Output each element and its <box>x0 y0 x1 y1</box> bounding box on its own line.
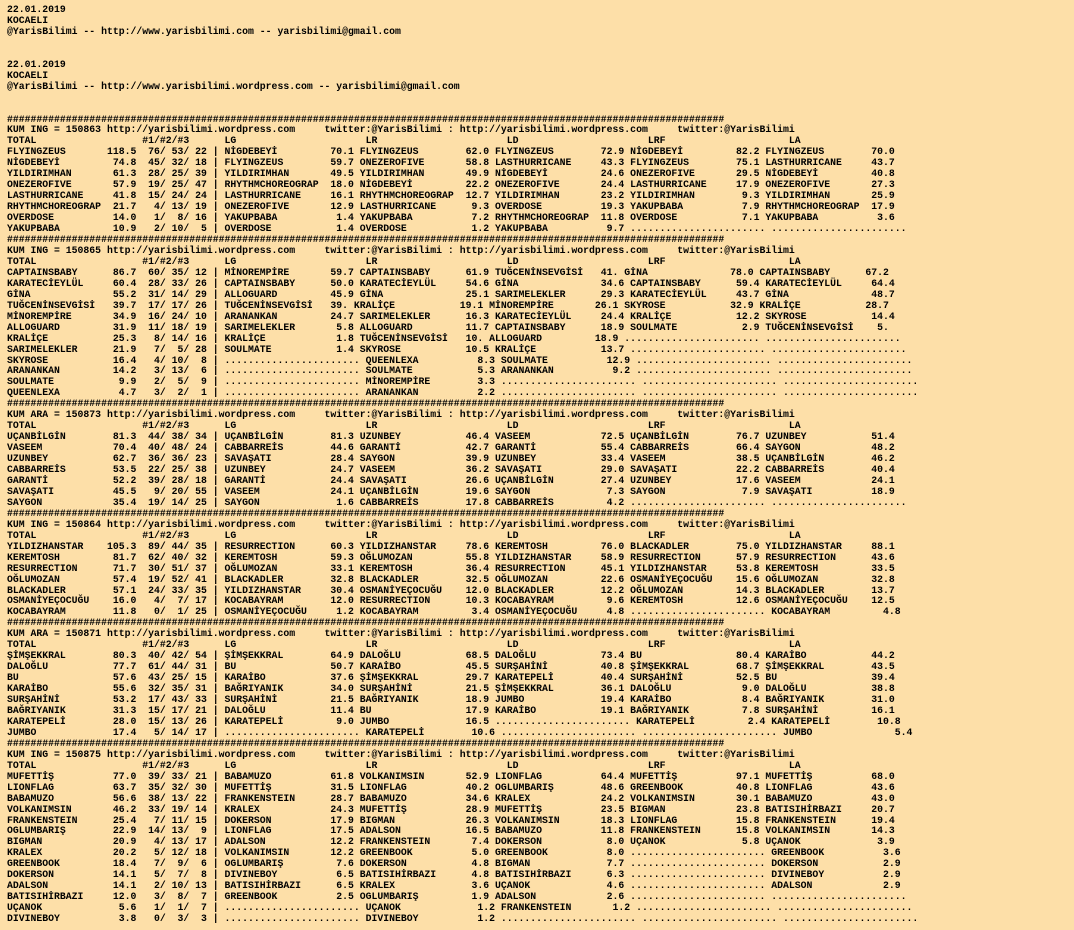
race-title: KUM ING = 150875 http://yarisbilimi.wordpress.com twitter:@YarisBilimi : http://yarisbilimi.wordpress.com twitter:@YarisBilimi <box>7 748 795 760</box>
report-page <box>7 5 1069 927</box>
race-row: ARANANKAN 14.2 3/ 13/ 6 | ....................... SOULMATE 5.3 ARANANKAN 9.2 ....................... ....................... <box>7 365 913 377</box>
race-row: OGLUMBARIŞ 22.9 14/ 13/ 9 | LIONFLAG 17.5 ADALSON 16.5 BABAMUZO 11.8 FRANKENSTEIN 15.8 VOLKANIMSIN 14.3 <box>7 825 895 837</box>
race-row: SAVAŞATI 45.5 9/ 20/ 55 | VASEEM 24.1 UÇANBİLGİN 19.6 SAYGON 7.3 SAYGON 7.9 SAVAŞATI 18.9 <box>7 485 895 497</box>
race-row: KARATEPELİ 28.0 15/ 13/ 26 | KARATEPELİ 9.0 JUMBO 16.5 ....................... KARATEPELİ 2.4 KARATEPELİ 10.8 <box>7 715 901 727</box>
race-row: MUFETTİŞ 77.0 39/ 33/ 21 | BABAMUZO 61.8 VOLKANIMSIN 52.9 LIONFLAG 64.4 MUFETTİŞ 97.1 MUFETTİŞ 68.0 <box>7 770 895 782</box>
race-row: CAPTAINSBABY 86.7 60/ 35/ 12 | MİNOREMPİRE 59.7 CAPTAINSBABY 61.9 TUĞCENİNSEVGİSİ 41. GİNA 78.0 CAPTAINSBABY 67.2 <box>7 266 889 278</box>
header-city: KOCAELI <box>7 14 49 26</box>
race-row: KOCABAYRAM 11.8 0/ 1/ 25 | OSMANİYEÇOCUĞU 1.2 KOCABAYRAM 3.4 OSMANİYEÇOCUĞU 4.8 ....................... KOCABAYRAM 4.8 <box>7 606 901 618</box>
race-row: YILDIRIMHAN 61.3 28/ 25/ 39 | YILDIRIMHAN 49.5 YILDIRIMHAN 49.9 NİGDEBEYİ 24.6 ONEZEROFIVE 29.5 NİGDEBEYİ 40.8 <box>7 168 895 180</box>
race-row: UZUNBEY 62.7 36/ 36/ 23 | SAVAŞATI 28.4 SAYGON 39.9 UZUNBEY 33.4 VASEEM 38.5 UÇANBİLGİN 46.2 <box>7 453 895 465</box>
race-row: FRANKENSTEIN 25.4 7/ 11/ 15 | DOKERSON 17.9 BIGMAN 26.3 VOLKANIMSIN 18.3 LIONFLAG 15.8 FRANKENSTEIN 19.4 <box>7 814 895 826</box>
race-separator: ########################################################################################################################## <box>7 398 725 410</box>
race-row: KRALİÇE 25.3 8/ 14/ 16 | KRALİÇE 1.8 TUĞCENİNSEVGİSİ 10. ALLOGUARD 18.9 ....................... ....................... <box>7 332 901 344</box>
header-date: 22.01.2019 <box>7 58 66 70</box>
race-tables <box>7 115 1069 926</box>
race-row: KARAİBO 55.6 32/ 35/ 31 | BAĞRIYANIK 34.0 SURŞAHİNİ 21.5 ŞİMŞEKKRAL 36.1 DALOĞLU 9.0 DALOĞLU 38.8 <box>7 683 895 695</box>
race-row: TUĞCENİNSEVGİSİ 39.7 17/ 17/ 26 | TUĞCENİNSEVGİSİ 39. KRALİÇE 19.1 MİNOREMPİRE 26.1 SKYROSE 32.9 KRALİÇE 28.7 <box>7 299 889 311</box>
race-row: BU 57.6 43/ 25/ 15 | KARAİBO 37.6 ŞİMŞEKKRAL 29.7 KARATEPELİ 40.4 SURŞAHİNİ 52.5 BU 39.4 <box>7 672 895 684</box>
race-row: GARANTİ 52.2 39/ 28/ 18 | GARANTİ 24.4 SAVAŞATI 26.6 UÇANBİLGİN 27.4 UZUNBEY 17.6 VASEEM 24.1 <box>7 474 895 486</box>
race-row: ALLOGUARD 31.9 11/ 18/ 19 | SARIMELEKLER 5.8 ALLOGUARD 11.7 CAPTAINSBABY 18.9 SOULMATE 2.9 TUĞCENİNSEVGİSİ 5. <box>7 321 889 333</box>
race-row: DALOĞLU 77.7 61/ 44/ 31 | BU 50.7 KARAİBO 45.5 SURŞAHİNİ 40.8 ŞİMŞEKKRAL 68.7 ŞİMŞEKKRAL 43.5 <box>7 661 895 673</box>
race-row: ONEZEROFIVE 57.9 19/ 25/ 47 | RHYTHMCHOREOGRAP 18.0 NİGDEBEYİ 22.2 ONEZEROFIVE 24.4 LASTHURRICANE 17.9 ONEZEROFIVE 27.3 <box>7 179 895 191</box>
race-row: MİNOREMPİRE 34.9 16/ 24/ 10 | ARANANKAN 24.7 SARIMELEKLER 16.3 KARATECİEYLÜL 24.4 KRALİÇE 12.2 SKYROSE 14.4 <box>7 310 895 322</box>
header-contact: @YarisBilimi -- http://www.yarisbilimi.com -- yarisbilimi@gmail.com <box>7 25 401 37</box>
blank-line <box>7 93 1069 104</box>
race-title: KUM ING = 150863 http://yarisbilimi.wordpress.com twitter:@YarisBilimi : http://yarisbilimi.wordpress.com twitter:@YarisBilimi <box>7 124 795 136</box>
race-row: BATISIHİRBAZI 12.0 3/ 8/ 7 | GREENBOOK 2.5 OGLUMBARIŞ 1.9 ADALSON 2.6 ....................... ....................... <box>7 891 907 903</box>
race-row: BIGMAN 20.9 4/ 13/ 17 | ADALSON 12.2 FRANKENSTEIN 7.4 DOKERSON 8.0 UÇANOK 5.8 UÇANOK 3.9 <box>7 836 895 848</box>
blank-line <box>7 49 1069 60</box>
race-row: SURŞAHİNİ 53.2 17/ 43/ 33 | SURŞAHİNİ 21.5 BAĞRIYANIK 18.9 JUMBO 19.4 KARAİBO 8.4 BAĞRIYANIK 31.0 <box>7 694 895 706</box>
race-row: UÇANBİLGİN 81.3 44/ 38/ 34 | UÇANBİLGİN 81.3 UZUNBEY 46.4 VASEEM 72.5 UÇANBİLGİN 76.7 UZUNBEY 51.4 <box>7 431 895 443</box>
race-row: SOULMATE 9.9 2/ 5/ 9 | ....................... MİNOREMPİRE 3.3 ....................... ....................... ....................... <box>7 376 919 388</box>
race-row: ŞİMŞEKKRAL 80.3 40/ 42/ 54 | ŞİMŞEKKRAL 64.9 DALOĞLU 68.5 DALOĞLU 73.4 BU 80.4 KARAİBO 44.2 <box>7 650 895 662</box>
race-title: KUM ARA = 150871 http://yarisbilimi.wordpress.com twitter:@YarisBilimi : http://yarisbilimi.wordpress.com twitter:@YarisBilimi <box>7 628 795 640</box>
race-title: KUM ARA = 150873 http://yarisbilimi.wordpress.com twitter:@YarisBilimi : http://yarisbilimi.wordpress.com twitter:@YarisBilimi <box>7 409 795 421</box>
race-row: KARATECİEYLÜL 60.4 28/ 33/ 26 | CAPTAINSBABY 50.0 KARATECİEYLÜL 54.6 GİNA 34.6 CAPTAINSBABY 59.4 KARATECİEYLÜL 64.4 <box>7 277 895 289</box>
race-row: LIONFLAG 63.7 35/ 32/ 30 | MUFETTİŞ 31.5 LIONFLAG 40.2 OGLUMBARIŞ 48.6 GREENBOOK 40.8 LIONFLAG 43.6 <box>7 781 895 793</box>
race-row: BAĞRIYANIK 31.3 15/ 17/ 21 | DALOĞLU 11.4 BU 17.9 KARAİBO 19.1 BAĞRIYANIK 7.8 SURŞAHİNİ 16.1 <box>7 705 895 716</box>
header-city: KOCAELI <box>7 69 49 81</box>
race-row: OVERDOSE 14.0 1/ 8/ 16 | YAKUPBABA 1.4 YAKUPBABA 7.2 RHYTHMCHOREOGRAP 11.8 OVERDOSE 7.1 YAKUPBABA 3.6 <box>7 212 895 224</box>
race-row: DIVINEBOY 3.8 0/ 3/ 3 | ....................... DIVINEBOY 1.2 ....................... ....................... ....................... <box>7 913 919 925</box>
race-row: ADALSON 14.1 2/ 10/ 13 | BATISIHİRBAZI 6.5 KRALEX 3.6 UÇANOK 4.6 ....................... ADALSON 2.9 <box>7 880 901 892</box>
race-row: QUEENLEXA 4.7 3/ 2/ 1 | ....................... ARANANKAN 2.2 ....................... ....................... ....................... <box>7 387 919 399</box>
race-row: GİNA 55.2 31/ 14/ 29 | ALLOGUARD 45.9 GİNA 25.1 SARIMELEKLER 29.3 KARATECİEYLÜL 43.7 GİNA 48.7 <box>7 288 895 300</box>
race-column-header: TOTAL #1/#2/#3 LG LR LD LRF LA <box>7 255 801 267</box>
race-row: DOKERSON 14.1 5/ 7/ 8 | DIVINEBOY 6.5 BATISIHİRBAZI 4.8 BATISIHİRBAZI 6.3 ....................... DIVINEBOY 2.9 <box>7 869 901 881</box>
race-row: SKYROSE 16.4 4/ 10/ 8 | ....................... QUEENLEXA 8.3 SOULMATE 12.9 ....................... ....................... <box>7 354 913 366</box>
race-row: RHYTHMCHOREOGRAP 21.7 4/ 13/ 19 | ONEZEROFIVE 12.9 LASTHURRICANE 9.3 OVERDOSE 19.3 YAKUPBABA 7.9 RHYTHMCHOREOGRAP 17.9 <box>7 201 895 213</box>
header-date: 22.01.2019 <box>7 5 66 15</box>
race-separator: ########################################################################################################################## <box>7 113 725 125</box>
race-column-header: TOTAL #1/#2/#3 LG LR LD LRF LA <box>7 759 801 771</box>
race-row: SAYGON 35.4 19/ 14/ 25 | SAYGON 1.6 CABBARREİS 17.8 CABBARREİS 4.2 ....................... ....................... <box>7 496 907 508</box>
race-column-header: TOTAL #1/#2/#3 LG LR LD LRF LA <box>7 135 801 147</box>
race-row: UÇANOK 5.6 1/ 1/ 7 | ....................... UÇANOK 1.2 FRANKENSTEIN 1.2 ....................... ....................... <box>7 902 913 914</box>
race-column-header: TOTAL #1/#2/#3 LG LR LD LRF LA <box>7 420 801 432</box>
blank-line <box>7 104 1069 115</box>
race-row: FLYINGZEUS 118.5 76/ 53/ 22 | NİGDEBEYİ 70.1 FLYINGZEUS 62.0 FLYINGZEUS 72.9 NİGDEBEYİ 82.2 FLYINGZEUS 70.0 <box>7 146 895 158</box>
race-row: KRALEX 20.2 5/ 12/ 18 | VOLKANIMSIN 12.2 GREENBOOK 5.0 GREENBOOK 8.0 ....................... GREENBOOK 3.6 <box>7 847 901 859</box>
race-row: SARIMELEKLER 21.9 7/ 5/ 28 | SOULMATE 1.4 SKYROSE 10.5 KRALİÇE 13.7 ....................... ....................... <box>7 343 907 355</box>
race-row: VOLKANIMSIN 46.2 33/ 19/ 14 | KRALEX 24.3 MUFETTİŞ 28.9 MUFETTİŞ 23.5 BIGMAN 23.8 BATISIHİRBAZI 20.7 <box>7 803 895 815</box>
race-separator: ########################################################################################################################## <box>7 737 725 749</box>
race-row: YILDIZHANSTAR 105.3 89/ 44/ 35 | RESURRECTION 60.3 YILDIZHANSTAR 78.6 KEREMTOSH 76.0 BLACKADLER 75.0 YILDIZHANSTAR 88.1 <box>7 540 895 552</box>
blank-line <box>7 38 1069 49</box>
header-contact: @YarisBilimi -- http://www.yarisbilimi.wordpress.com -- yarisbilimi@gmail.com <box>7 80 460 92</box>
race-separator: ########################################################################################################################## <box>7 617 725 629</box>
race-row: VASEEM 70.4 40/ 48/ 24 | CABBARREİS 44.6 GARANTİ 42.7 GARANTİ 55.4 CABBARREİS 66.4 SAYGON 48.2 <box>7 442 895 454</box>
race-row: GREENBOOK 18.4 7/ 9/ 6 | OGLUMBARIŞ 7.6 DOKERSON 4.8 BIGMAN 7.7 ....................... DOKERSON 2.9 <box>7 858 901 870</box>
race-title: KUM ING = 150865 http://yarisbilimi.wordpress.com twitter:@YarisBilimi : http://yarisbilimi.wordpress.com twitter:@YarisBilimi <box>7 244 795 256</box>
race-row: KEREMTOSH 81.7 62/ 40/ 32 | KEREMTOSH 59.3 OĞLUMOZAN 55.8 YILDIZHANSTAR 58.9 RESURRECTION 57.9 RESURRECTION 43.6 <box>7 551 895 563</box>
race-separator: ########################################################################################################################## <box>7 234 725 246</box>
race-row: OSMANİYEÇOCUĞU 16.0 4/ 7/ 17 | KOCABAYRAM 12.0 RESURRECTION 10.3 KOCABAYRAM 9.6 KEREMTOSH 12.6 OSMANİYEÇOCUĞU 12.5 <box>7 595 895 607</box>
race-row: CABBARREİS 53.5 22/ 25/ 38 | UZUNBEY 24.7 VASEEM 36.2 SAVAŞATI 29.0 SAVAŞATI 22.2 CABBARREİS 40.4 <box>7 464 895 476</box>
race-column-header: TOTAL #1/#2/#3 LG LR LD LRF LA <box>7 639 801 651</box>
race-row: RESURRECTION 71.7 30/ 51/ 37 | OĞLUMOZAN 33.1 KEREMTOSH 36.4 RESURRECTION 45.1 YILDIZHANSTAR 53.8 KEREMTOSH 33.5 <box>7 562 895 574</box>
race-row: BABAMUZO 56.6 38/ 13/ 22 | FRANKENSTEIN 28.7 BABAMUZO 34.6 KRALEX 24.2 VOLKANIMSIN 30.1 BABAMUZO 43.0 <box>7 792 895 804</box>
race-separator: ########################################################################################################################## <box>7 507 725 519</box>
race-column-header: TOTAL #1/#2/#3 LG LR LD LRF LA <box>7 529 801 541</box>
race-title: KUM ING = 150864 http://yarisbilimi.wordpress.com twitter:@YarisBilimi : http://yarisbilimi.wordpress.com twitter:@YarisBilimi <box>7 518 795 530</box>
race-row: NİGDEBEYİ 74.8 45/ 32/ 18 | FLYINGZEUS 59.7 ONEZEROFIVE 58.8 LASTHURRICANE 43.3 FLYINGZEUS 75.1 LASTHURRICANE 43.7 <box>7 157 895 169</box>
race-row: BLACKADLER 57.1 24/ 33/ 35 | YILDIZHANSTAR 30.4 OSMANİYEÇOCUĞU 12.0 BLACKADLER 12.2 OĞLUMOZAN 14.3 BLACKADLER 13.7 <box>7 584 895 596</box>
race-row: LASTHURRICANE 41.8 15/ 24/ 24 | LASTHURRICANE 16.1 RHYTHMCHOREOGRAP 12.7 YILDIRIMHAN 23.2 YILDIRIMHAN 9.3 YILDIRIMHAN 25.9 <box>7 190 895 202</box>
race-statistics-report <box>7 5 1069 925</box>
race-row: OĞLUMOZAN 57.4 19/ 52/ 41 | BLACKADLER 32.8 BLACKADLER 32.5 OĞLUMOZAN 22.6 OSMANİYEÇOCUĞU 15.6 OĞLUMOZAN 32.8 <box>7 573 895 585</box>
race-row: JUMBO 17.4 5/ 14/ 17 | ....................... KARATEPELİ 10.6 ....................... ....................... JUMBO 5.4 <box>7 726 913 738</box>
race-row: YAKUPBABA 10.9 2/ 10/ 5 | OVERDOSE 1.4 OVERDOSE 1.2 YAKUPBABA 9.7 ....................... ....................... <box>7 223 907 235</box>
